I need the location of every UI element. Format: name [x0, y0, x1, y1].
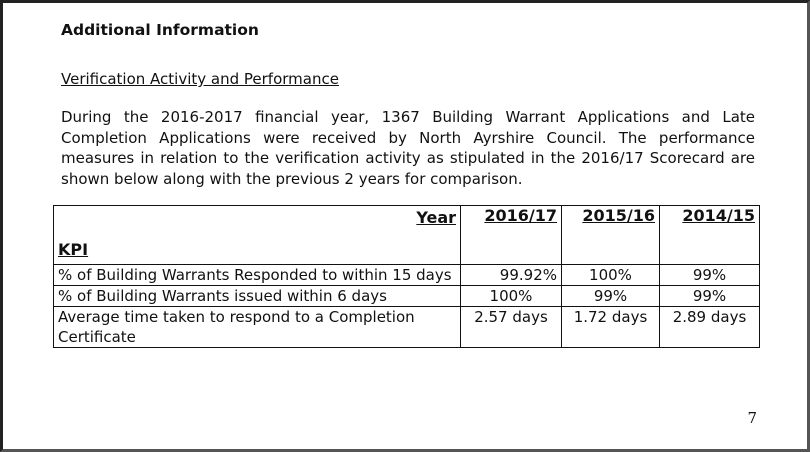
value-cell: 99%	[660, 286, 760, 307]
table-row	[54, 265, 760, 286]
section-subheading: Verification Activity and Performance	[61, 70, 339, 88]
page-number: 7	[747, 409, 757, 427]
intro-paragraph: During the 2016-2017 financial year, 1367 Building Warrant Applications and Late Completion Applications were received by North Ayrshire Council. The performance measures in relation to the verification activity as stipulated in the 2016/17 Scorecard are shown below along with the previous 2 years for comparison.	[61, 108, 755, 188]
value-cell: 100%	[461, 286, 562, 307]
table-row	[54, 307, 760, 348]
kpi-cell: % of Building Warrants Responded to within 15 days	[54, 265, 461, 286]
value-cell: 2.89 days	[660, 307, 760, 348]
table-header-row	[54, 206, 760, 265]
year-header: 2015/16	[562, 206, 660, 265]
value-cell: 100%	[562, 265, 660, 286]
kpi-cell: % of Building Warrants issued within 6 days	[54, 286, 461, 307]
year-header: 2014/15	[660, 206, 760, 265]
value-cell: 2.57 days	[461, 307, 562, 348]
kpi-table	[53, 205, 760, 348]
value-cell: 1.72 days	[562, 307, 660, 348]
header-label-cell	[54, 206, 461, 265]
year-header: 2016/17	[461, 206, 562, 265]
value-cell: 99.92%	[461, 265, 562, 286]
section-heading: Additional Information	[61, 21, 259, 39]
table-row	[54, 286, 760, 307]
value-cell: 99%	[660, 265, 760, 286]
kpi-label: KPI	[58, 240, 89, 259]
kpi-cell: Average time taken to respond to a Completion Certificate	[54, 307, 461, 348]
value-cell: 99%	[562, 286, 660, 307]
year-label: Year	[416, 208, 456, 227]
